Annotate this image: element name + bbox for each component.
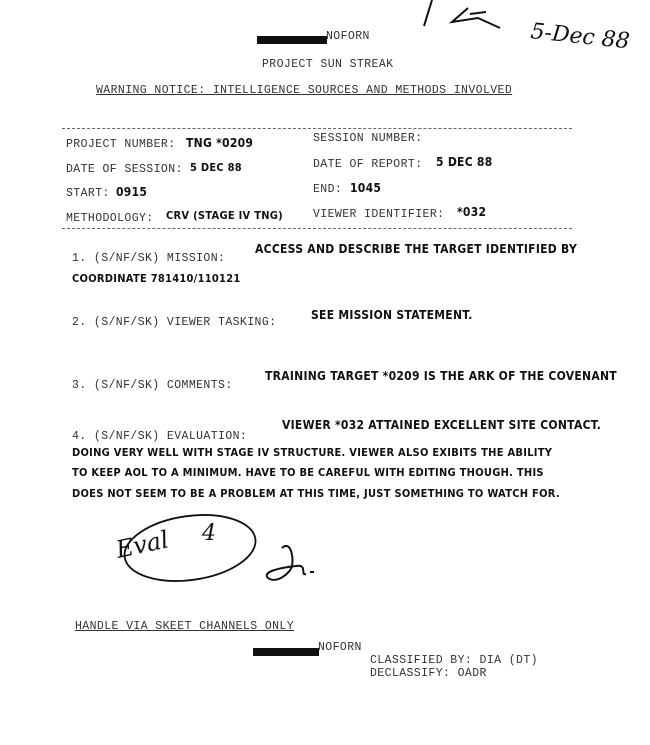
section-1-prefix: 1. (S/NF/SK) MISSION:: [72, 252, 226, 265]
section-4-line-3: TO KEEP AOL TO A MINIMUM. HAVE TO BE CAREFUL WITH EDITING THOUGH. THIS: [72, 466, 544, 479]
start-value: 0915: [116, 185, 148, 199]
eval-text: Eval: [113, 525, 172, 564]
section-4-line-2: DOING VERY WELL WITH STAGE IV STRUCTURE. VIEWER ALSO EXIBITS THE ABILITY: [72, 446, 553, 459]
date-of-session-label: DATE OF SESSION:: [66, 163, 183, 176]
viewer-identifier-label: VIEWER IDENTIFIER:: [313, 208, 445, 221]
signature-initial: [267, 546, 306, 580]
project-number-label: PROJECT NUMBER:: [66, 138, 176, 151]
divider-fields: [62, 228, 572, 229]
redaction-bar-top: [257, 36, 327, 44]
eval-score: 4: [202, 521, 216, 546]
end-value: 1045: [350, 181, 382, 195]
declassify: DECLASSIFY: OADR: [370, 667, 487, 680]
section-1-text: ACCESS AND DESCRIBE THE TARGET IDENTIFIED BY: [255, 242, 578, 256]
classification-bottom: NOFORN: [318, 641, 362, 654]
classified-by: CLASSIFIED BY: DIA (DT): [370, 654, 538, 667]
handwritten-date: 5-Dec 88: [529, 19, 631, 55]
methodology-label: METHODOLOGY:: [66, 212, 154, 225]
redaction-bar-bottom: [253, 648, 319, 656]
end-label: END:: [313, 183, 343, 196]
session-number-label: SESSION NUMBER:: [313, 132, 423, 145]
handle-via-notice: HANDLE VIA SKEET CHANNELS ONLY: [75, 620, 295, 633]
section-4-text: VIEWER *032 ATTAINED EXCELLENT SITE CONTACT.: [282, 418, 602, 432]
section-3-text: TRAINING TARGET *0209 IS THE ARK OF THE COVENANT: [265, 369, 617, 383]
project-number-value: TNG *0209: [186, 136, 254, 150]
section-4-line-4: DOES NOT SEEM TO BE A PROBLEM AT THIS TIME, JUST SOMETHING TO WATCH FOR.: [72, 487, 560, 500]
section-4-prefix: 4. (S/NF/SK) EVALUATION:: [72, 430, 248, 443]
methodology-value: CRV (STAGE IV TNG): [166, 209, 283, 222]
date-of-report-label: DATE OF REPORT:: [313, 158, 423, 171]
initials-mark: [452, 8, 500, 28]
date-of-report-value: 5 DEC 88: [436, 155, 493, 169]
section-2-prefix: 2. (S/NF/SK) VIEWER TASKING:: [72, 316, 277, 329]
project-title: PROJECT SUN STREAK: [262, 58, 394, 71]
start-label: START:: [66, 187, 110, 200]
section-3-prefix: 3. (S/NF/SK) COMMENTS:: [72, 379, 233, 392]
divider-top: [62, 128, 572, 129]
section-2-text: SEE MISSION STATEMENT.: [311, 308, 473, 322]
viewer-identifier-value: *032: [457, 205, 487, 219]
pen-stroke-top: [424, 0, 432, 26]
warning-notice: WARNING NOTICE: INTELLIGENCE SOURCES AND METHODS INVOLVED: [96, 84, 513, 97]
classification-top: NOFORN: [326, 30, 370, 43]
date-of-session-value: 5 DEC 88: [190, 161, 242, 174]
section-1-line-2: COORDINATE 781410/110121: [72, 272, 241, 285]
